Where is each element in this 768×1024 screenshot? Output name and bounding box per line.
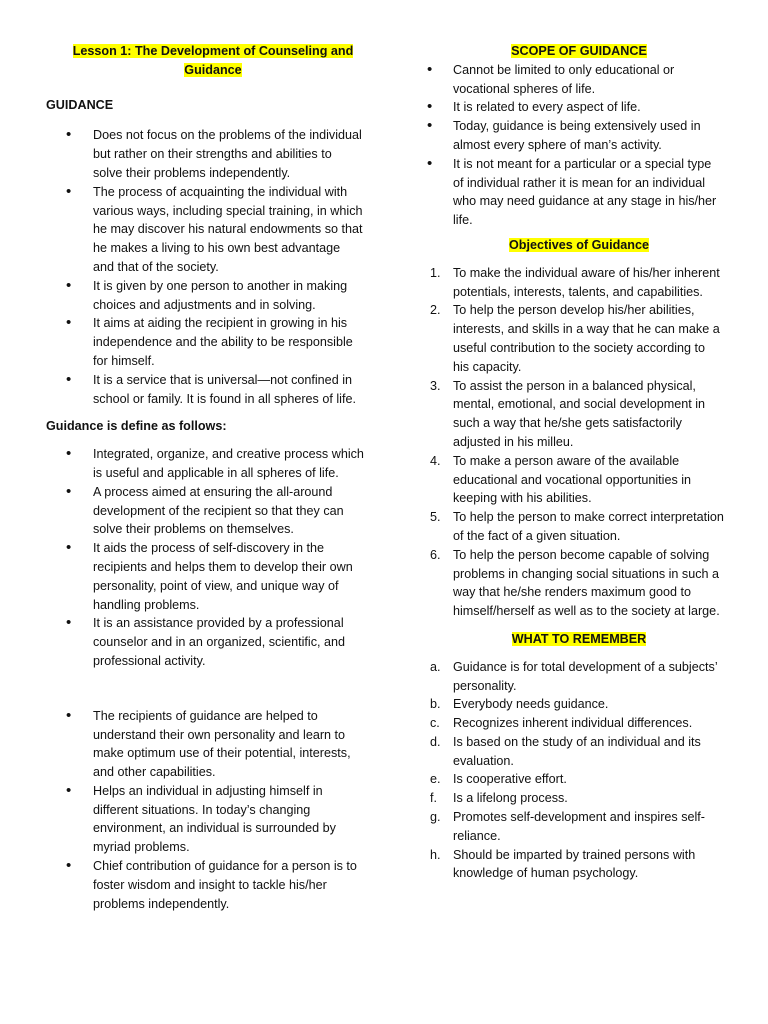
list-marker: 6. xyxy=(430,547,441,562)
list-text: To make the individual aware of his/her inherent potentials, interests, talents, and capabilities. xyxy=(453,265,720,299)
list-item: • Cannot be limited to only educational or vocational spheres of life. xyxy=(424,61,724,99)
list-item: • It is not meant for a particular or a special type of individual rather it is mean for an individual who may need guidance at any stage in his/her life. xyxy=(424,155,724,230)
list-item xyxy=(424,546,724,621)
objectives-heading-text: Objectives of Guidance xyxy=(509,237,649,252)
define-list xyxy=(46,445,364,671)
left-column xyxy=(46,42,364,913)
list-item xyxy=(424,733,724,771)
right-column xyxy=(424,42,724,883)
list-marker: 4. xyxy=(430,453,441,468)
list-item xyxy=(424,695,724,714)
list-marker: 2. xyxy=(430,303,441,318)
list-item xyxy=(424,377,724,452)
list-item xyxy=(424,714,724,733)
list-item: • Chief contribution of guidance for a person is to foster wisdom and insight to tackle his/her problems independently. xyxy=(46,857,364,913)
list-text: Everybody needs guidance. xyxy=(453,697,609,712)
remember-heading xyxy=(424,630,724,649)
list-marker: e. xyxy=(430,772,441,787)
list-marker: f. xyxy=(430,791,437,806)
list-text: Recognizes inherent individual differences. xyxy=(453,716,693,731)
more-list xyxy=(46,707,364,914)
list-item: • The recipients of guidance are helped to understand their own personality and learn to make optimum use of their potential, interests, and other capabilities. xyxy=(46,707,364,782)
list-marker: g. xyxy=(430,810,441,825)
remember-list xyxy=(424,658,724,884)
list-marker: 1. xyxy=(430,265,441,280)
list-text: To assist the person in a balanced physical, mental, emotional, and social development in such a way that he/she gets satisfactorily adjusted in his milleu. xyxy=(453,378,706,449)
list-item: • It is an assistance provided by a professional counselor and in an organized, scientific, and professional activity. xyxy=(46,614,364,670)
list-item: • It aims at aiding the recipient in growing in his independence and the ability to be responsible for himself. xyxy=(46,314,364,370)
list-item: • It aids the process of self-discovery in the recipients and helps them to develop their own personality, point of view, and unique way of handling problems. xyxy=(46,539,364,614)
objectives-list xyxy=(424,264,724,621)
define-heading: Guidance is define as follows: xyxy=(46,419,227,434)
list-item xyxy=(424,264,724,302)
remember-heading-text: WHAT TO REMEMBER xyxy=(511,631,647,646)
list-marker: a. xyxy=(430,659,441,674)
list-item: • Does not focus on the problems of the individual but rather on their strengths and abilities to solve their problems independently. xyxy=(46,126,364,182)
list-item xyxy=(424,452,724,508)
list-marker: d. xyxy=(430,734,441,749)
list-item xyxy=(424,789,724,808)
objectives-heading xyxy=(424,236,724,255)
list-text: Is cooperative effort. xyxy=(453,772,567,787)
list-item xyxy=(424,658,724,696)
scope-list xyxy=(424,61,724,230)
list-item xyxy=(424,770,724,789)
list-text: To make a person aware of the available educational and vocational opportunities in keeping with his abilities. xyxy=(453,453,692,506)
list-item: • The process of acquainting the individual with various ways, including special training, in which he may discover his natural endowments so that he makes a living to his own best advantage and that of the society. xyxy=(46,183,364,277)
guidance-list xyxy=(46,126,364,408)
list-marker: c. xyxy=(430,716,440,731)
lesson-title xyxy=(46,42,364,80)
list-text: Guidance is for total development of a subjects’ personality. xyxy=(453,659,718,693)
list-text: To help the person become capable of solving problems in changing social situations in such a way that he/she renders maximum good to himself/herself as well as to the society at large. xyxy=(453,547,720,619)
scope-heading-text: SCOPE OF GUIDANCE xyxy=(511,44,647,58)
list-item: • It is related to every aspect of life. xyxy=(424,98,724,117)
list-item: • It is given by one person to another in making choices and adjustments and in solving. xyxy=(46,277,364,315)
list-marker: 3. xyxy=(430,378,441,393)
list-item: • Helps an individual in adjusting himself in different situations. In today’s changing environment, an individual is surrounded by myriad problems. xyxy=(46,782,364,857)
list-text: Is based on the study of an individual and its evaluation. xyxy=(453,734,701,768)
scope-heading xyxy=(424,42,724,61)
list-item xyxy=(424,846,724,884)
list-item xyxy=(424,508,724,546)
list-marker: b. xyxy=(430,697,441,712)
lesson-title-text: Lesson 1: The Development of Counseling and Guidance xyxy=(72,44,354,77)
list-marker: 5. xyxy=(430,510,441,525)
list-text: Promotes self-development and inspires self-reliance. xyxy=(453,810,705,843)
list-text: Should be imparted by trained persons with knowledge of human psychology. xyxy=(453,847,696,881)
list-item xyxy=(424,301,724,376)
list-item: • Today, guidance is being extensively used in almost every sphere of man’s activity. xyxy=(424,117,724,155)
list-text: Is a lifelong process. xyxy=(453,791,568,806)
list-text: To help the person develop his/her abilities, interests, and skills in a way that he can make a useful contribution to the society according to his capacity. xyxy=(453,303,720,374)
list-text: To help the person to make correct interpretation of the fact of a given situation. xyxy=(453,510,724,543)
list-item xyxy=(424,808,724,846)
list-marker: h. xyxy=(430,847,441,862)
list-item: • Integrated, organize, and creative process which is useful and applicable in all spheres of life. xyxy=(46,445,364,483)
list-item: • A process aimed at ensuring the all-around development of the recipient so that they can solve their problems on themselves. xyxy=(46,483,364,539)
list-item: • It is a service that is universal—not confined in school or family. It is found in all spheres of life. xyxy=(46,371,364,409)
guidance-heading: GUIDANCE xyxy=(46,97,114,112)
